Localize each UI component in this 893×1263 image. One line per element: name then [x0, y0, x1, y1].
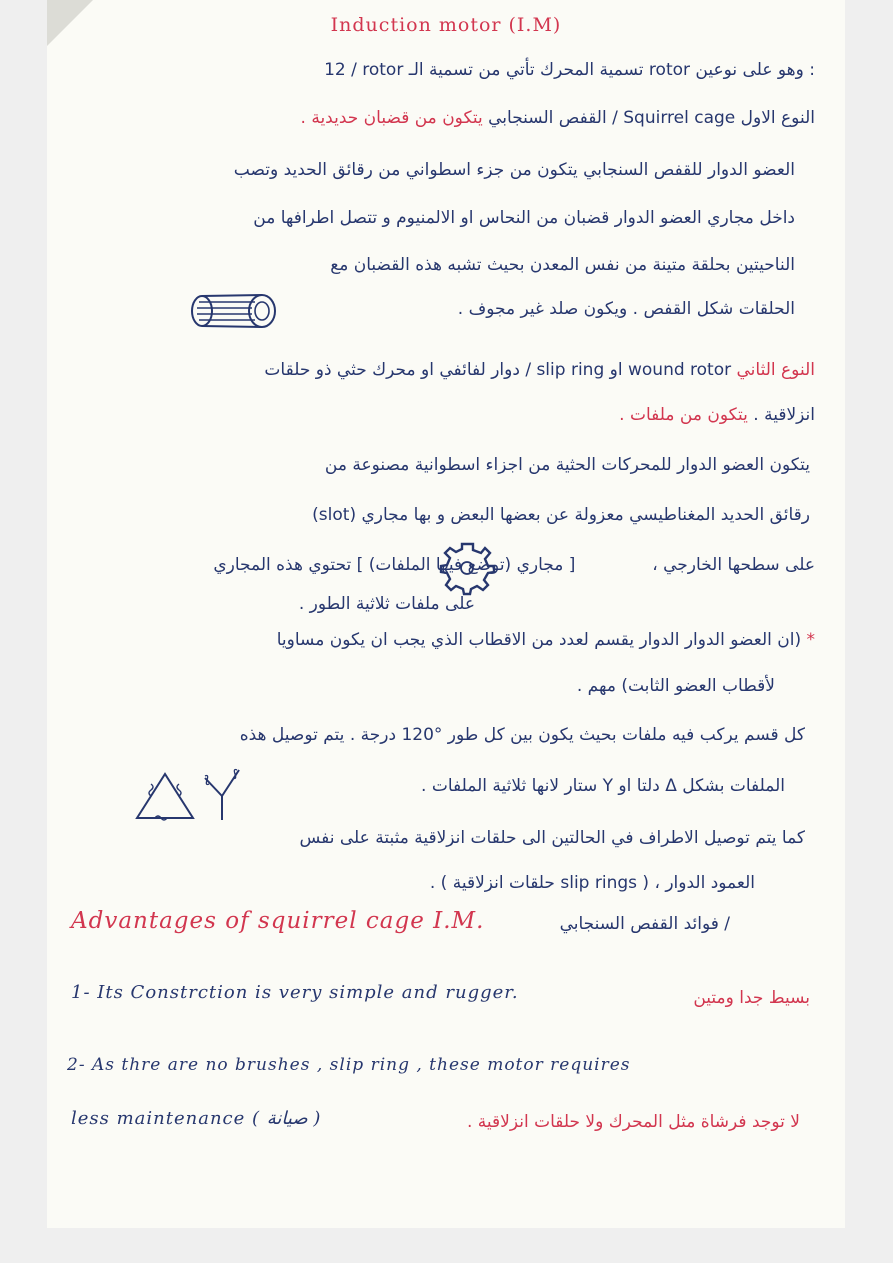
text-line: العمود الدوار ، ( slip rings حلقات انزلاقية ) .	[429, 873, 755, 893]
text-fragment: [ مجاري (توضع فيها الملفات) ] تحتوي هذه المجاري	[213, 555, 576, 575]
text-fragment: على سطحها الخارجي ،	[652, 555, 815, 575]
text-line: رقائق الحديد المغناطيسي معزولة عن بعضها البعض و بها مجاري (slot)	[312, 505, 810, 525]
notebook-page	[47, 0, 845, 1228]
text-line: الحلقات شكل القفص . ويكون صلد غير مجوف .	[457, 299, 795, 319]
squirrel-cage-sketch	[187, 290, 287, 336]
advantage-2-note: لا توجد فرشاة مثل المحرك ولا حلقات انزلاقية .	[466, 1112, 800, 1132]
delta-star-sketch	[127, 760, 252, 826]
slotted-rotor-sketch	[437, 538, 497, 594]
text-line: كما يتم توصيل الاطراف في الحالتين الى حلقات انزلاقية مثبتة على نفس	[299, 828, 805, 848]
line-rotor-intro: 12 / rotor تسمية المحرك تأتي من تسمية الـ rotor وهو على نوعين :	[324, 60, 815, 80]
star-mark: *	[806, 630, 815, 650]
text-line: كل قسم يركب فيه ملفات بحيث يكون بين كل طور °120 درجة . يتم توصيل هذه	[239, 725, 805, 745]
text-line: العضو الدوار للقفص السنجابي يتكون من جزء اسطواني من رقائق الحديد وتصب	[233, 160, 795, 180]
advantages-heading-arabic: / فوائد القفص السنجابي	[559, 914, 730, 934]
advantage-item-1: 1- Its Constrction is very simple and rugger.	[71, 982, 519, 1003]
text-line	[213, 555, 815, 575]
text-line: داخل مجاري العضو الدوار قضبان من النحاس او الالمنيوم و تتصل اطرافها من	[253, 208, 795, 228]
text-line: لأقطاب العضو الثابت) مهم .	[576, 676, 775, 696]
text-line: الناحيتين بحلقة متينة من نفس المعدن بحيث تشبه هذه القضبان مع	[330, 255, 795, 275]
line-type-two	[264, 360, 815, 380]
text-fragment: (ان العضو الدوار الدوار يقسم لعدد من الاقطاب الذي يجب ان يكون مساويا	[276, 630, 802, 650]
line-type-one	[301, 108, 815, 128]
line-rotor-poles	[277, 630, 815, 650]
page-title: Induction motor (I.M)	[330, 14, 562, 36]
text-line: الملفات بشكل Δ دلتا او Y ستار لانها ثلاثية الملفات .	[421, 776, 785, 796]
type-two-note: يتكون من ملفات .	[619, 405, 748, 425]
type-one-label: النوع الاول Squirrel cage / القفص السنجابي	[488, 108, 815, 128]
advantage-item-2: 2- As thre are no brushes , slip ring , these motor requires	[67, 1055, 631, 1075]
type-two-label: النوع الثاني	[736, 360, 815, 380]
advantage-1-note: بسيط جدا ومتين	[693, 988, 810, 1008]
type-two-text: wound rotor او slip ring / دوار لفائفي او محرك حثي ذو حلقات	[264, 360, 732, 380]
text-line: على ملفات ثلاثية الطور .	[298, 594, 475, 614]
text-line: يتكون العضو الدوار للمحركات الحثية من اجزاء اسطوانية مصنوعة من	[324, 455, 810, 475]
type-one-note: يتكون من قضبان حديدية .	[300, 108, 483, 128]
slip-ring-word: انزلاقية .	[753, 405, 815, 425]
advantage-item-2-cont: less maintenance ( صيانة )	[71, 1108, 322, 1129]
advantages-heading: Advantages of squirrel cage I.M.	[71, 908, 485, 934]
line-slip-rings	[619, 405, 815, 425]
